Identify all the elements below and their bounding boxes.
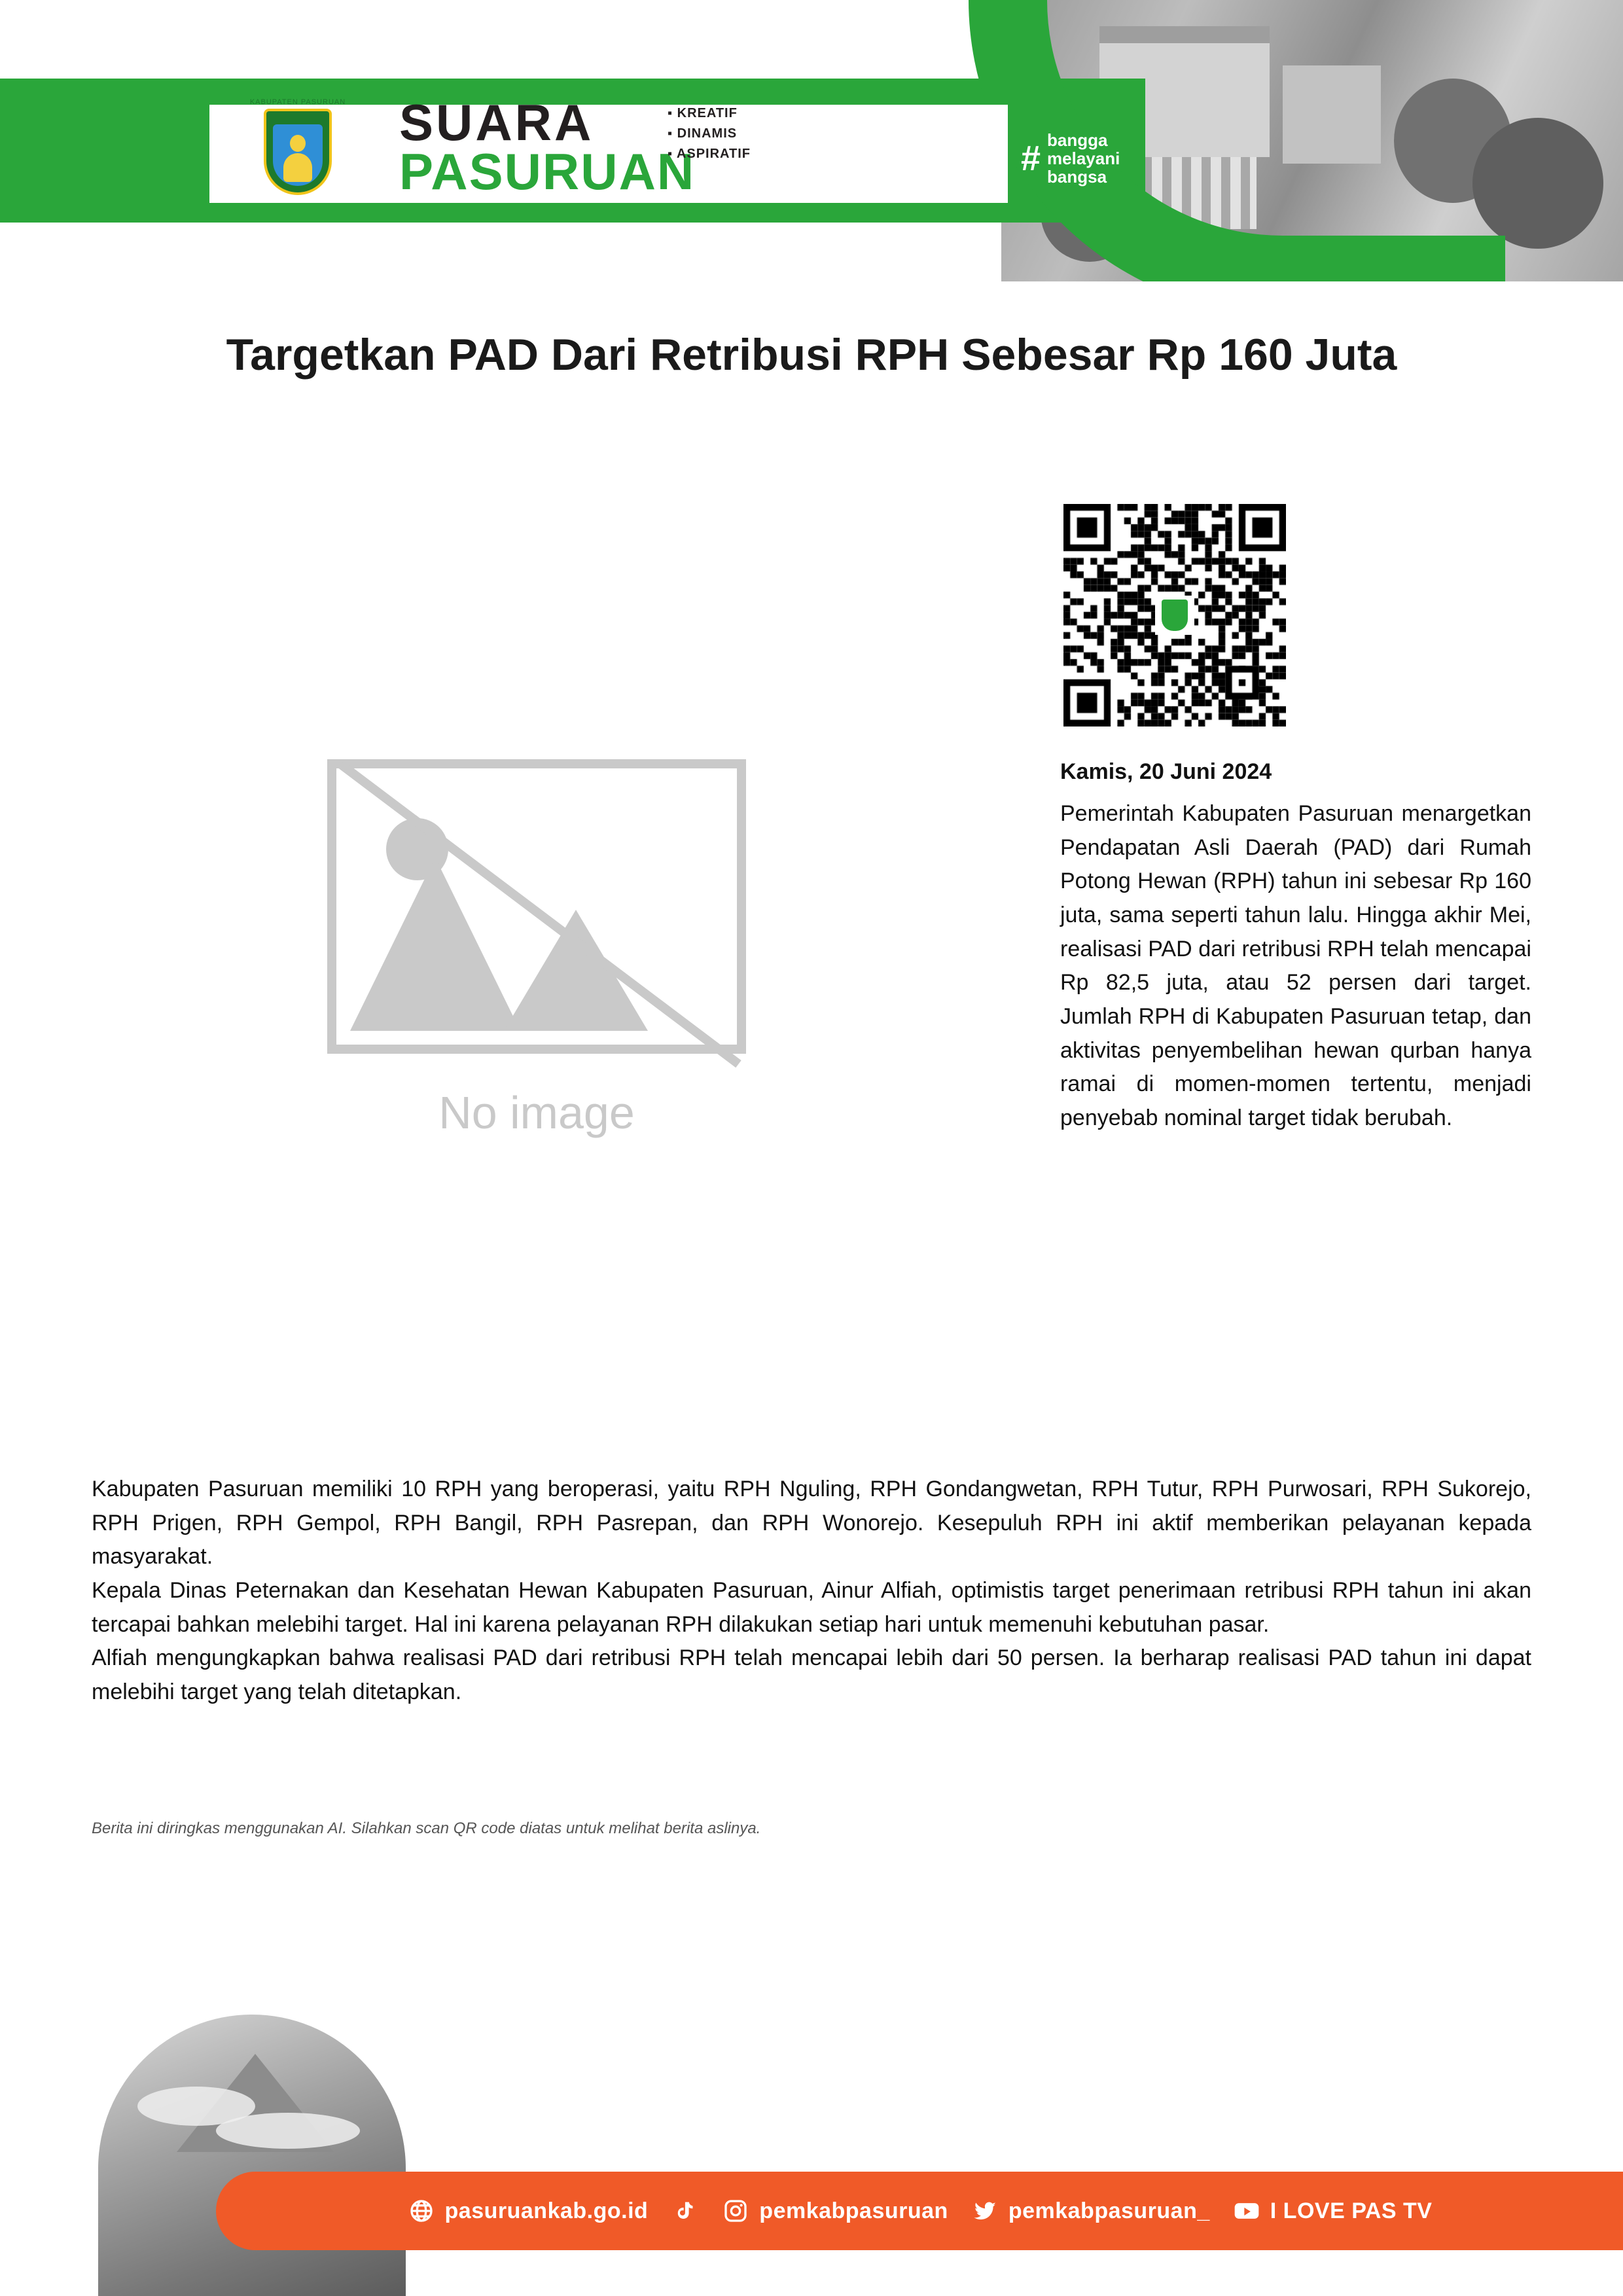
bangga-melayani-bangsa-logo — [1021, 131, 1120, 186]
footer-youtube-link[interactable] — [1232, 2197, 1433, 2225]
page-title: Targetkan PAD Dari Retribusi RPH Sebesar Rp 160 Juta — [226, 330, 1397, 380]
tiktok-icon — [670, 2197, 699, 2225]
tagline-item-2: ▪ DINAMIS — [668, 126, 737, 141]
bmb-line-3: bangsa — [1047, 167, 1107, 187]
youtube-icon — [1232, 2197, 1261, 2225]
article-paragraph-1: Kabupaten Pasuruan memiliki 10 RPH yang beroperasi, yaitu RPH Nguling, RPH Gondangwetan, RPH Tutur, RPH Purwosari, RPH Sukorejo, RPH Prigen, RPH Gempol, RPH Bangil, RPH Pasrepan, dan RPH Wonorejo. Kesepuluh RPH ini aktif memberikan pelayanan kepada masyarakat. — [92, 1477, 1531, 1570]
berakhlak-logo — [851, 137, 1008, 185]
article-image-placeholder — [288, 694, 785, 1211]
bmb-line-1: bangga — [1047, 130, 1108, 150]
footer-social-bar — [216, 2172, 1623, 2250]
footer-website-label: pasuruankab.go.id — [444, 2198, 649, 2223]
footer-youtube-label: I LOVE PAS TV — [1270, 2198, 1433, 2223]
qr-code[interactable] — [1063, 504, 1286, 726]
article-paragraph-2: Kepala Dinas Peternakan dan Kesehatan Hewan Kabupaten Pasuruan, Ainur Alfiah, optimistis target penerimaan retribusi RPH tahun ini akan tercapai bahkan melebihi target. Hal ini karena pelayanan RPH dilakukan setiap hari untuk memenuhi kebutuhan pasar. — [92, 1578, 1531, 1637]
brand-tagline — [668, 103, 751, 164]
footer-twitter-label: pemkabpasuruan_ — [1008, 2198, 1210, 2223]
footer-mountain-photo — [98, 2015, 406, 2296]
article-paragraphs — [92, 1473, 1531, 1710]
globe-icon — [407, 2197, 436, 2225]
footer-tiktok-link[interactable] — [670, 2197, 699, 2225]
article-lead-paragraph: Pemerintah Kabupaten Pasuruan menargetkan Pendapatan Asli Daerah (PAD) dari Rumah Potong Hewan (RPH) tahun ini sebesar Rp 160 juta, sama seperti tahun lalu. Hingga akhir Mei, realisasi PAD dari retribusi RPH telah mencapai Rp 82,5 juta, atau 52 persen dari target. Jumlah RPH di Kabupaten Pasuruan tetap, dan aktivitas penyembelihan hewan qurban hanya ramai di momen-momen tertentu, menjadi penyebab nominal target tidak berubah. — [1060, 801, 1531, 1131]
ai-summary-note: Berita ini diringkas menggunakan AI. Silahkan scan QR code diatas untuk melihat berita aslinya. — [92, 1820, 761, 1837]
qr-center-logo-icon — [1155, 596, 1194, 635]
twitter-icon — [971, 2197, 999, 2225]
article-date: Kamis, 20 Juni 2024 — [1060, 759, 1272, 784]
brand-line-suara: SUARA — [399, 94, 594, 151]
footer-twitter-link[interactable] — [971, 2197, 1210, 2225]
brand-line-pasuruan: PASURUAN — [399, 143, 696, 201]
kabupaten-pasuruan-seal-icon — [259, 98, 337, 203]
footer-website-link[interactable] — [407, 2197, 649, 2225]
article-paragraph-3: Alfiah mengungkapkan bahwa realisasi PAD dari retribusi RPH telah mencapai lebih dari 50 persen. Ia berharap realisasi PAD tahun ini dapat melebihi target yang telah ditetapkan. — [92, 1645, 1531, 1705]
footer-instagram-link[interactable] — [721, 2197, 948, 2225]
seal-caption: KABUPATEN PASURUAN — [249, 98, 346, 106]
bmb-line-2: melayani — [1047, 149, 1120, 169]
page-footer — [0, 2015, 1623, 2296]
tagline-item-3: ▪ ASPIRATIF — [668, 147, 751, 161]
instagram-icon — [721, 2197, 750, 2225]
berakhlak-subtitle: Berorientasi Pelayanan, Akuntabel, Kompeten, Harmonis, Loyal, Adaptif, Kolaboratif — [851, 167, 1000, 184]
tagline-item-1: ▪ KREATIF — [668, 106, 738, 120]
footer-instagram-label: pemkabpasuruan — [759, 2198, 948, 2223]
hashtag-icon: # — [1021, 139, 1041, 179]
berakhlak-title: BerAKHLAK — [851, 137, 1008, 166]
page-header — [0, 0, 1623, 281]
no-image-label: No image — [438, 1087, 635, 1138]
